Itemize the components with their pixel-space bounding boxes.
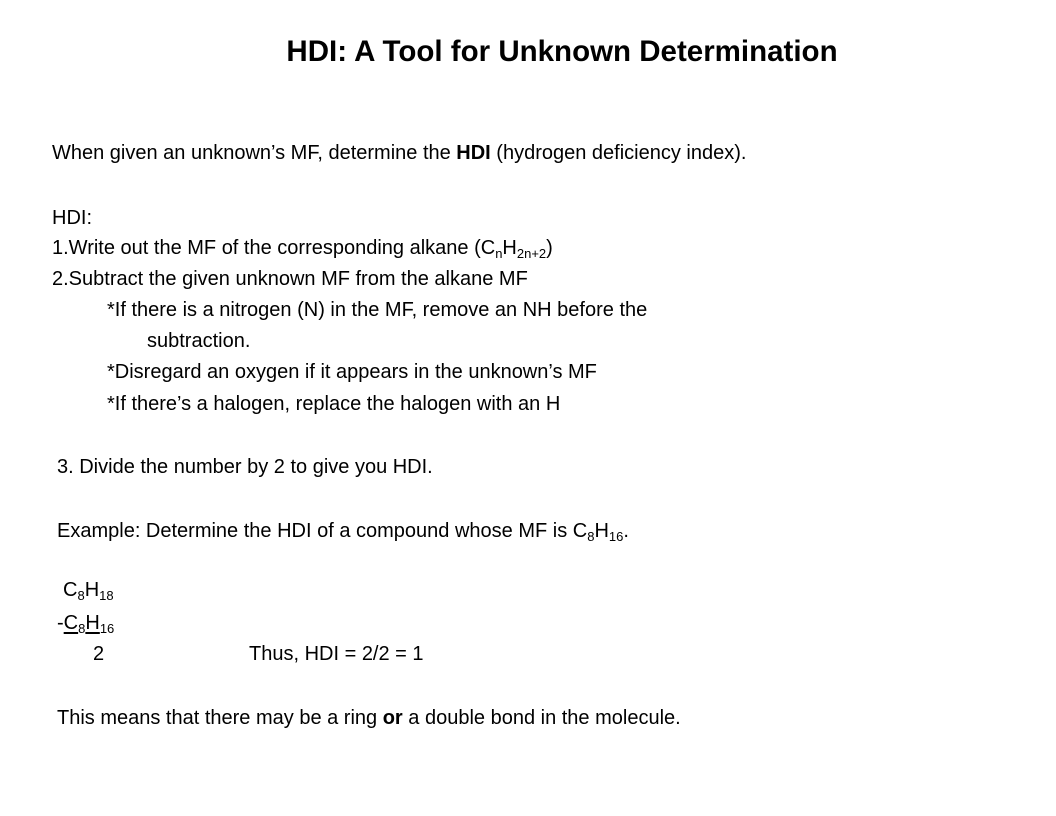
calc-alkane-c-sub: 8 bbox=[77, 588, 85, 603]
calc-unknown-formula bbox=[64, 612, 115, 634]
step-1-h: H bbox=[502, 237, 517, 259]
slide-title: HDI: A Tool for Unknown Determination bbox=[286, 35, 838, 68]
calc-thus: Thus, HDI = 2/2 = 1 bbox=[249, 643, 424, 665]
intro-text-end: (hydrogen deficiency index). bbox=[490, 142, 747, 164]
step-1-close: ) bbox=[546, 237, 553, 259]
conclusion-text-end: a double bond in the molecule. bbox=[402, 707, 681, 729]
calc-unknown-c-sub: 8 bbox=[78, 621, 86, 636]
calc-unknown-h: H bbox=[85, 612, 100, 634]
example-line bbox=[57, 519, 629, 543]
calc-unknown-h-sub: 16 bbox=[99, 621, 115, 636]
calc-alkane bbox=[63, 578, 114, 602]
step-2: 2.Subtract the given unknown MF from the alkane MF bbox=[52, 268, 528, 290]
hdi-label: HDI: bbox=[52, 207, 92, 229]
calc-alkane-c: C bbox=[63, 579, 78, 601]
conclusion-or-bold: or bbox=[382, 707, 403, 729]
example-h: H bbox=[594, 520, 609, 542]
example-text: Example: Determine the HDI of a compound whose MF is C bbox=[57, 520, 588, 542]
calc-unknown bbox=[57, 611, 114, 635]
calc-alkane-h: H bbox=[84, 579, 100, 601]
calc-result: 2 bbox=[93, 643, 105, 665]
note-nitrogen: *If there is a nitrogen (N) in the MF, remove an NH before the bbox=[107, 299, 648, 321]
example-sub-c: 8 bbox=[587, 529, 595, 544]
conclusion-text: This means that there may be a ring bbox=[57, 707, 383, 729]
note-oxygen: *Disregard an oxygen if it appears in the unknown’s MF bbox=[107, 361, 597, 383]
calc-unknown-c: C bbox=[63, 612, 79, 634]
step-3: 3. Divide the number by 2 to give you HDI. bbox=[57, 456, 433, 478]
intro-line bbox=[52, 141, 746, 165]
calc-alkane-h-sub: 18 bbox=[99, 588, 114, 603]
example-end: . bbox=[623, 520, 629, 542]
conclusion-line bbox=[57, 706, 681, 730]
intro-text: When given an unknown’s MF, determine the bbox=[52, 142, 457, 164]
intro-hdi-bold: HDI bbox=[456, 142, 491, 164]
step-1-text: 1.Write out the MF of the corresponding alkane (C bbox=[52, 237, 496, 259]
step-1 bbox=[52, 236, 553, 260]
step-1-sub-n: n bbox=[495, 246, 503, 261]
step-1-sub-2n2: 2n+2 bbox=[516, 246, 547, 261]
example-sub-h: 16 bbox=[608, 529, 624, 544]
note-halogen: *If there’s a halogen, replace the halogen with an H bbox=[107, 393, 561, 415]
calc-minus: - bbox=[57, 612, 64, 634]
note-nitrogen-cont: subtraction. bbox=[147, 330, 251, 352]
